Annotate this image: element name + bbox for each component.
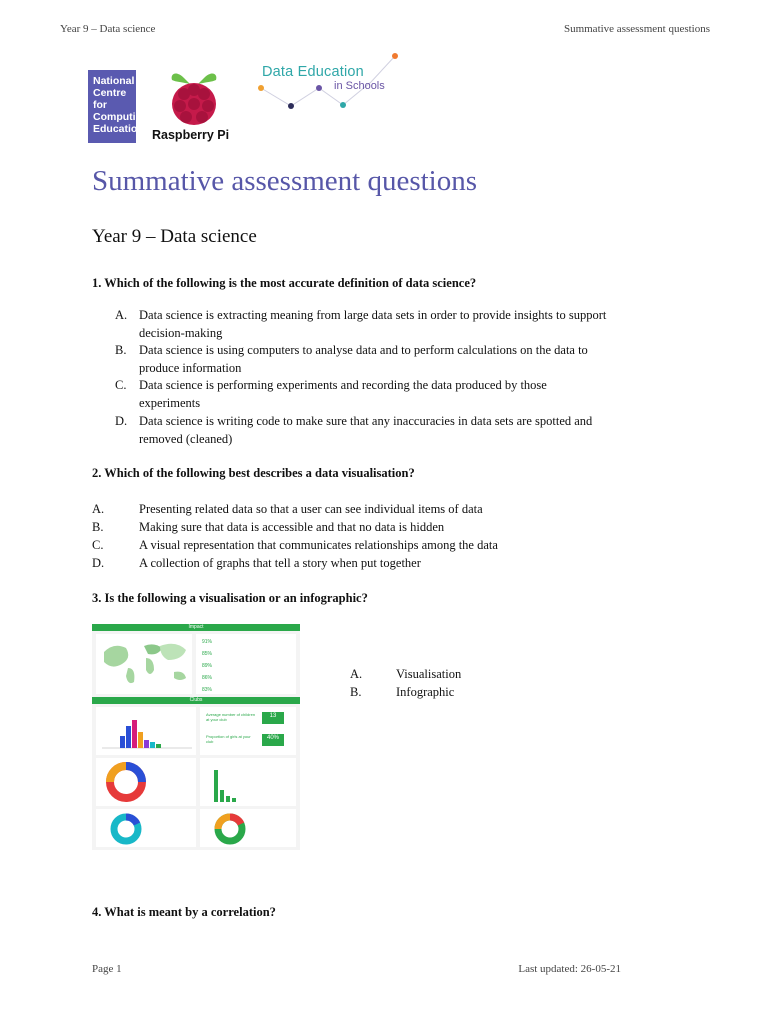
q2-option-a: Presenting related data so that a user can see individual items of data — [139, 502, 483, 516]
q3-option-letter: A. — [350, 667, 363, 681]
q2-option-b: Making sure that data is accessible and that no data is hidden — [139, 520, 445, 534]
q1-option-d — [139, 413, 679, 448]
option-text: removed (cleaned) — [139, 431, 233, 446]
stat-value: 83% — [202, 687, 213, 693]
infographic-stats — [202, 636, 212, 696]
data-education-subtitle: in Schools — [334, 80, 385, 92]
question-1: 1. Which of the following is the most accurate definition of data science? — [92, 276, 477, 290]
kpi-2-label: Proportion of girls at your club — [206, 734, 251, 744]
option-text: experiments — [139, 395, 201, 410]
ncce-logo — [88, 70, 149, 143]
data-education-title: Data Education — [262, 64, 364, 80]
kpi-1-label: Average number of children at your club — [206, 712, 256, 722]
stat-value: 85% — [202, 651, 213, 657]
question-2: 2. Which of the following best describes a data visualisation? — [92, 466, 415, 480]
q1-option-letter: D. — [115, 414, 128, 428]
infographic-image — [92, 624, 300, 850]
option-text: Data science is performing experiments and recording the data produced by those — [139, 378, 547, 392]
infographic-banner-impact: Impact — [188, 624, 204, 630]
page-title: Summative assessment questions — [92, 165, 478, 197]
q3-option-letter: B. — [350, 685, 362, 699]
q1-option-letter: A. — [115, 308, 128, 322]
q2-option-letter: D. — [92, 556, 105, 570]
q2-option-d: A collection of graphs that tell a story when put together — [139, 556, 421, 570]
raspberry-pi-wordmark: Raspberry Pi — [152, 128, 230, 142]
stat-value: 89% — [202, 663, 213, 669]
last-updated: Last updated: 26-05-21 — [518, 963, 621, 975]
option-text: Data science is using computers to analyse data and to perform calculations on the data to — [139, 343, 588, 357]
stat-value: 91% — [202, 639, 213, 645]
running-header-right: Summative assessment questions — [563, 23, 710, 35]
infographic-banner-clubs: Clubs — [189, 697, 203, 703]
q1-option-a — [139, 307, 679, 342]
kpi-2-value: 40% — [266, 735, 279, 741]
q2-option-c: A visual representation that communicates relationships among the data — [139, 538, 498, 552]
q3-option-a: Visualisation — [396, 667, 462, 681]
q1-option-letter: C. — [115, 378, 127, 392]
option-text: decision-making — [139, 325, 223, 340]
page-number: Page 1 — [92, 963, 122, 975]
option-text: produce information — [139, 360, 242, 375]
question-3: 3. Is the following a visualisation or an infographic? — [92, 591, 368, 605]
raspberry-icon — [166, 68, 222, 128]
question-4: 4. What is meant by a correlation? — [92, 905, 276, 919]
q1-option-b — [139, 342, 679, 377]
q1-option-letter: B. — [115, 343, 127, 357]
q3-option-b: Infographic — [396, 685, 455, 699]
q2-option-letter: C. — [92, 538, 104, 552]
option-text: Data science is writing code to make sure that any inaccuracies in data sets are spotted and — [139, 414, 593, 428]
q2-option-letter: B. — [92, 520, 104, 534]
stat-value: 86% — [202, 675, 213, 681]
running-header-left: Year 9 – Data science — [60, 23, 156, 35]
ncce-logo-line: Education — [93, 123, 144, 135]
option-text: Data science is extracting meaning from large data sets in order to provide insights to support — [139, 308, 607, 322]
ncce-logo-line: Computing — [93, 111, 149, 123]
q1-option-c — [139, 377, 679, 412]
ncce-logo-line: National — [93, 75, 135, 87]
ncce-logo-line: Centre for — [93, 87, 127, 111]
q2-option-letter: A. — [92, 502, 105, 516]
page-subtitle: Year 9 – Data science — [92, 226, 257, 247]
kpi-1-value: 13 — [269, 713, 277, 719]
